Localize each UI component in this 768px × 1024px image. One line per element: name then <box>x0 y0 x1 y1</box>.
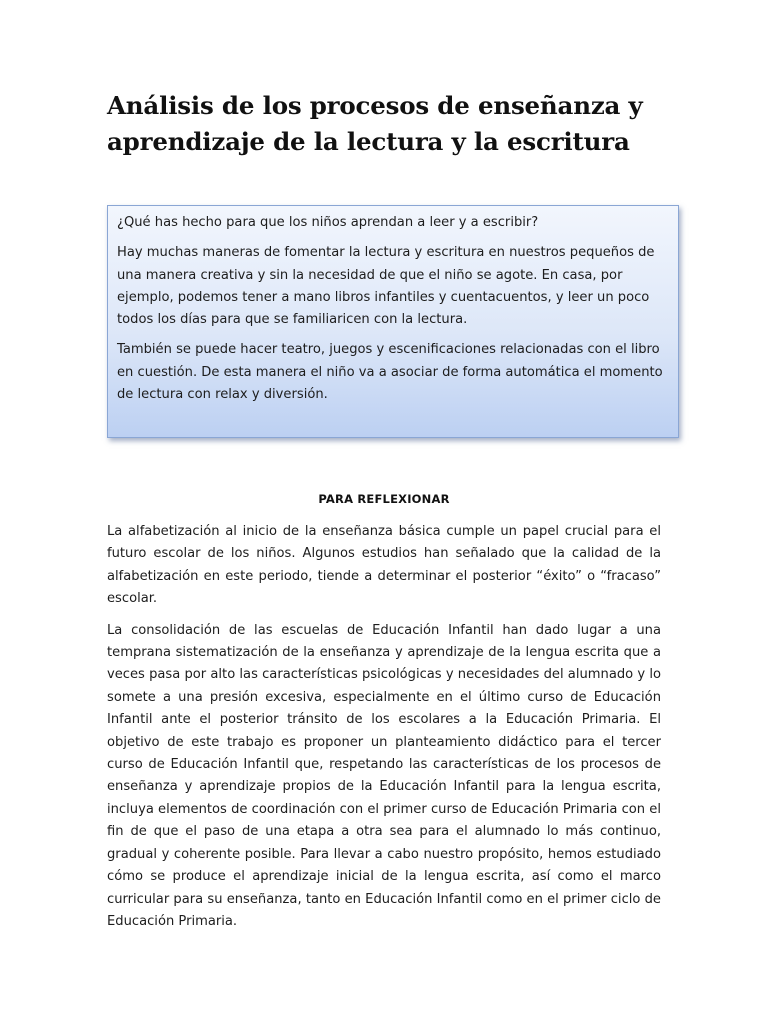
callout-question: ¿Qué has hecho para que los niños aprendan a leer y a escribir? <box>117 215 539 230</box>
body-text <box>107 521 661 942</box>
callout-paragraph-2: También se puede hacer teatro, juegos y escenificaciones relacionadas con el libro en cuestión. De esta manera el niño va a asociar de forma automática el momento de lectura con relax y diversión. <box>117 342 663 403</box>
section-heading: PARA REFLEXIONAR <box>318 492 450 506</box>
document-title: Análisis de los procesos de enseñanza y aprendizaje de la lectura y la escritura <box>107 91 643 156</box>
callout-paragraph-1: Hay muchas maneras de fomentar la lectura y escritura en nuestros pequeños de una manera creativa y sin la necesidad de que el niño se agote. En casa, por ejemplo, podemos tener a mano libros infantiles y cuentacuentos, y leer un poco todos los días para que se familiaricen con la lectura. <box>117 245 655 328</box>
body-paragraph-1: La alfabetización al inicio de la enseñanza básica cumple un papel crucial para el futuro escolar de los niños. Algunos estudios han señalado que la calidad de la alfabetización en este periodo, tiende a determinar el posterior “éxito” o “fracaso” escolar. <box>107 524 661 607</box>
callout-box <box>107 205 679 438</box>
body-paragraph-2: La consolidación de las escuelas de Educación Infantil han dado lugar a una temprana sistematización de la enseñanza y aprendizaje de la lengua escrita que a veces pasa por alto las características psicológicas y necesidades del alumnado y lo somete a una presión excesiva, especialmente en el último curso de Educación Infantil ante el posterior tránsito de los escolares a la Educación Primaria. El objetivo de este trabajo es proponer un planteamiento didáctico para el tercer curso de Educación Infantil que, respetando las características de los procesos de enseñanza y aprendizaje propios de la Educación Infantil para la lengua escrita, incluya elementos de coordinación con el primer curso de Educación Primaria con el fin de que el paso de una etapa a otra sea para el alumnado lo más continuo, gradual y coherente posible. Para llevar a cabo nuestro propósito, hemos estudiado cómo se produce el aprendizaje inicial de la lengua escrita, así como el marco curricular para su enseñanza, tanto en Educación Infantil como en el primer ciclo de Educación Primaria. <box>107 622 661 929</box>
